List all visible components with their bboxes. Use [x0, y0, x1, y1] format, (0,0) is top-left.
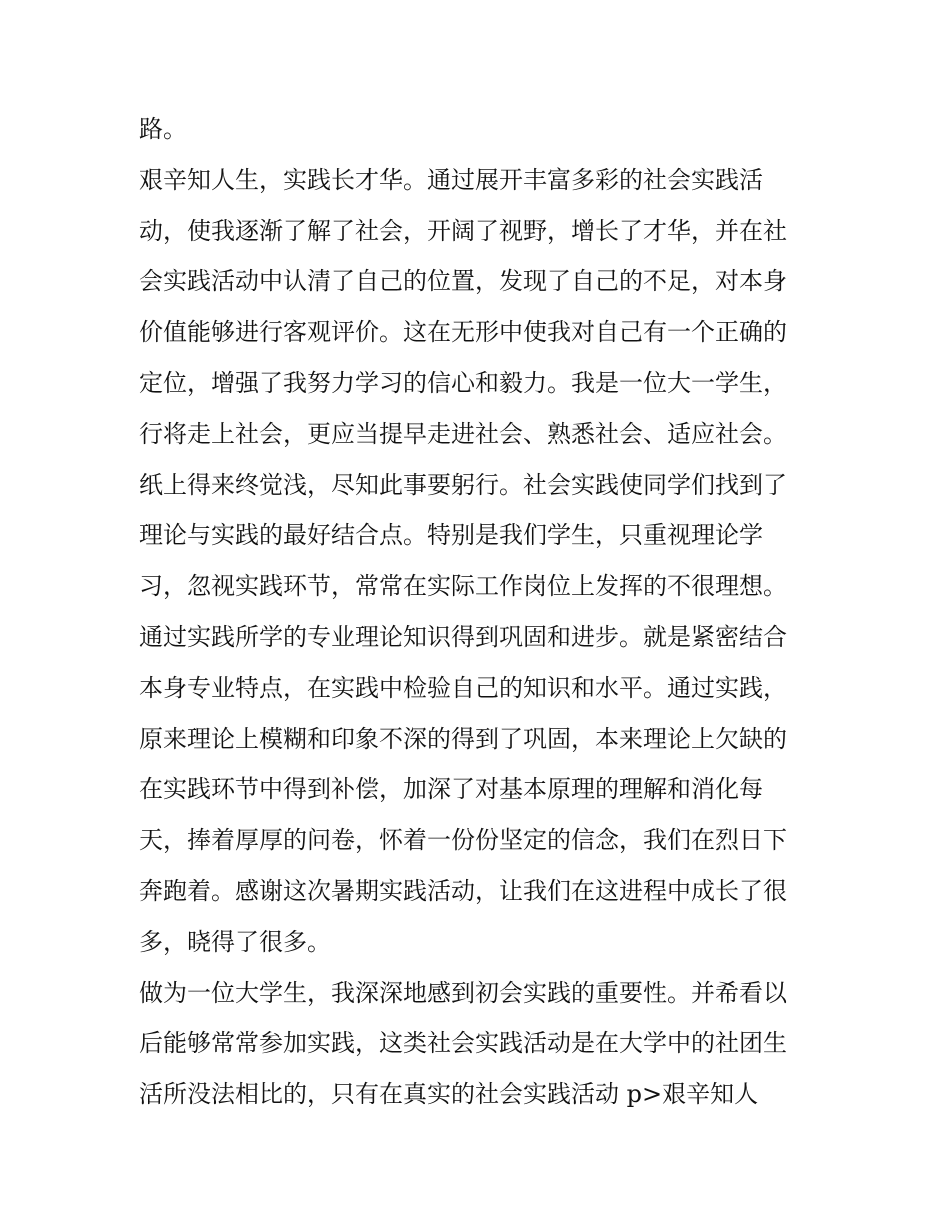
text-line: 路。 [139, 115, 187, 143]
text-line: 会实践活动中认清了自己的位置，发现了自己的不足，对本身 [139, 267, 787, 296]
document-body [139, 104, 819, 1120]
text-line: 价值能够进行客观评价。这在无形中使我对自己有一个正确的 [139, 318, 787, 347]
text-line: 奔跑着。感谢这次暑期实践活动，让我们在这进程中成长了很 [139, 876, 787, 905]
text-line: 天，捧着厚厚的问卷，怀着一份份坚定的信念，我们在烈日下 [139, 826, 787, 855]
text-line: 做为一位大学生，我深深地感到初会实践的重要性。并希看以 [139, 978, 787, 1007]
text-line: 多，晓得了很多。 [139, 927, 331, 956]
text-line: 定位，增强了我努力学习的信心和毅力。我是一位大一学生， [139, 368, 787, 397]
text-line: 活所没法相比的，只有在真实的社会实践活动 p>艰辛知人 [139, 1080, 759, 1109]
text-line: 理论与实践的最好结合点。特别是我们学生，只重视理论学 [139, 521, 763, 550]
text-line: 艰辛知人生，实践长才华。通过展开丰富多彩的社会实践活 [139, 165, 763, 194]
text-line: 原来理论上模糊和印象不深的得到了巩固，本来理论上欠缺的 [139, 724, 787, 753]
text-line: 在实践环节中得到补偿，加深了对基本原理的理解和消化每 [139, 775, 763, 804]
text-line: 行将走上社会，更应当提早走进社会、熟悉社会、适应社会。 [139, 419, 787, 448]
text-line: 后能够常常参加实践，这类社会实践活动是在大学中的社团生 [139, 1029, 787, 1058]
text-line: 通过实践所学的专业理论知识得到巩固和进步。就是紧密结合 [139, 622, 787, 651]
text-line: 纸上得来终觉浅，尽知此事要躬行。社会实践使同学们找到了 [139, 470, 787, 499]
text-line: 本身专业特点，在实践中检验自己的知识和水平。通过实践， [139, 673, 787, 702]
text-line: 习，忽视实践环节，常常在实际工作岗位上发挥的不很理想。 [139, 572, 787, 601]
text-line: 动，使我逐渐了解了社会，开阔了视野，增长了才华，并在社 [139, 216, 787, 245]
